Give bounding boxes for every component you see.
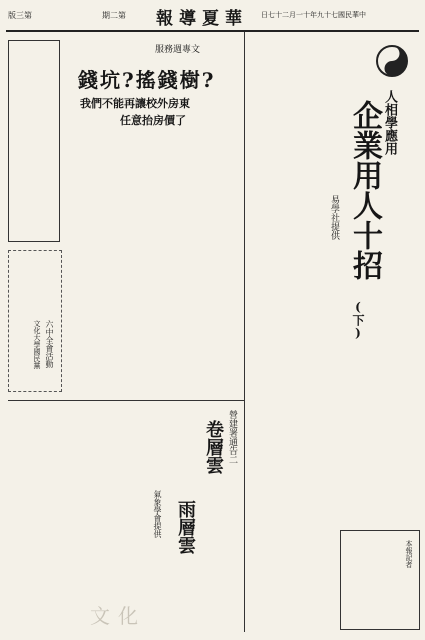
article-subtitle-left-top-2: 任意抬房價了 xyxy=(120,114,186,127)
article-body-right-5 xyxy=(248,460,378,520)
article-body-right-4 xyxy=(248,340,378,450)
row-divider-1 xyxy=(8,400,244,401)
article-body-left-top-2 xyxy=(64,132,146,397)
article-byline-right: 易學社提供 xyxy=(329,195,339,240)
page-label: 版三第 xyxy=(8,11,32,20)
sidebar-notice-heading: 六中全會活動 xyxy=(45,320,54,368)
article-title-left-bottom-2: 雨層雲 xyxy=(175,500,196,554)
article-body-right-1 xyxy=(252,36,372,146)
article-body-right-2 xyxy=(240,150,330,330)
boxed-column-left-text xyxy=(10,44,56,236)
article-byline-left-bottom: 氣象學會提供 xyxy=(153,490,162,538)
taiji-logo-icon xyxy=(375,44,409,78)
newspaper-title: 報導夏華 xyxy=(156,9,248,29)
article-body-left-bottom-2 xyxy=(10,410,92,630)
masthead xyxy=(6,4,419,32)
article-subtitle-left-top-1: 我們不能再讓校外房東 xyxy=(80,97,190,110)
article-body-left-top-1 xyxy=(150,132,242,397)
issue-date: 日七十二月一十年九十七國民華中 xyxy=(261,11,366,19)
issue-label: 期二第 xyxy=(102,11,126,20)
article-body-left-bottom-1 xyxy=(96,410,152,630)
watermark: 文化 xyxy=(90,604,146,628)
article-title-suffix: (下) xyxy=(351,300,365,340)
footer-note-text: 本報記者 xyxy=(405,540,413,568)
article-kicker: 人相學應用 xyxy=(382,90,397,155)
series-label-top: 服務週專文 xyxy=(155,45,201,55)
article-title-left-bottom-1: 卷層雲 xyxy=(203,420,224,474)
article-title-left-top: 錢坑?搖錢樹? xyxy=(78,68,216,92)
article-body-right-3 xyxy=(380,330,420,430)
series-label-bottom: 營建署通告二 xyxy=(227,410,237,464)
column-divider-1 xyxy=(244,32,245,632)
article-title-right: 企業用人十招 xyxy=(347,100,382,280)
sidebar-notice-org: 文化大學國民黨 xyxy=(33,320,41,369)
